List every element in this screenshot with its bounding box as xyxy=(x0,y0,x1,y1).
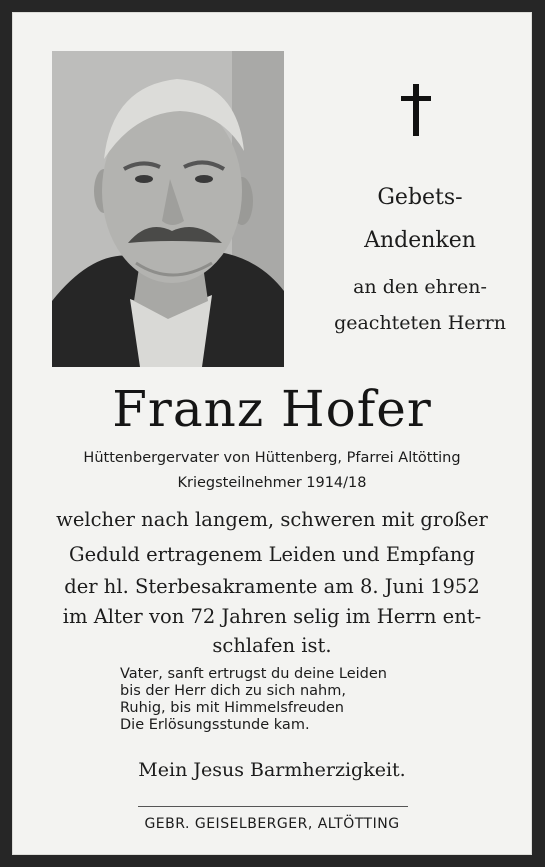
subtitle-line-1: Hüttenbergervater von Hüttenberg, Pfarrei Altötting xyxy=(83,450,461,466)
subtitle-line-2: Kriegsteilnehmer 1914/18 xyxy=(177,475,367,491)
portrait-photo xyxy=(52,51,284,367)
latin-cross-icon xyxy=(398,82,434,138)
body-line-2: Geduld ertragenem Leiden und Empfang xyxy=(69,543,475,566)
verse-line-1: Vater, sanft ertrugst du deine Leiden xyxy=(120,666,387,682)
header-line-3: an den ehren- xyxy=(353,276,487,298)
verse-line-3: Ruhig, bis mit Himmelsfreuden xyxy=(120,700,344,716)
body-line-5: schlafen ist. xyxy=(212,634,332,657)
motto: Mein Jesus Barmherzigkeit. xyxy=(138,759,406,781)
header-line-1: Gebets- xyxy=(377,185,463,210)
printer-imprint: GEBR. GEISELBERGER, ALTÖTTING xyxy=(144,816,400,832)
verse-block xyxy=(120,666,500,734)
body-line-1: welcher nach langem, schweren mit großer xyxy=(56,508,488,531)
verse-line-2: bis der Herr dich zu sich nahm, xyxy=(120,683,346,699)
deceased-name: Franz Hofer xyxy=(112,380,432,438)
verse-line-4: Die Erlösungsstunde kam. xyxy=(120,717,310,733)
body-line-3: der hl. Sterbesakramente am 8. Juni 1952 xyxy=(64,575,480,598)
header-line-2: Andenken xyxy=(364,228,476,253)
header-line-4: geachteten Herrn xyxy=(334,312,506,334)
printer-divider xyxy=(138,806,408,807)
body-line-4: im Alter von 72 Jahren selig im Herrn ent- xyxy=(62,605,482,628)
memorial-card xyxy=(12,12,532,855)
